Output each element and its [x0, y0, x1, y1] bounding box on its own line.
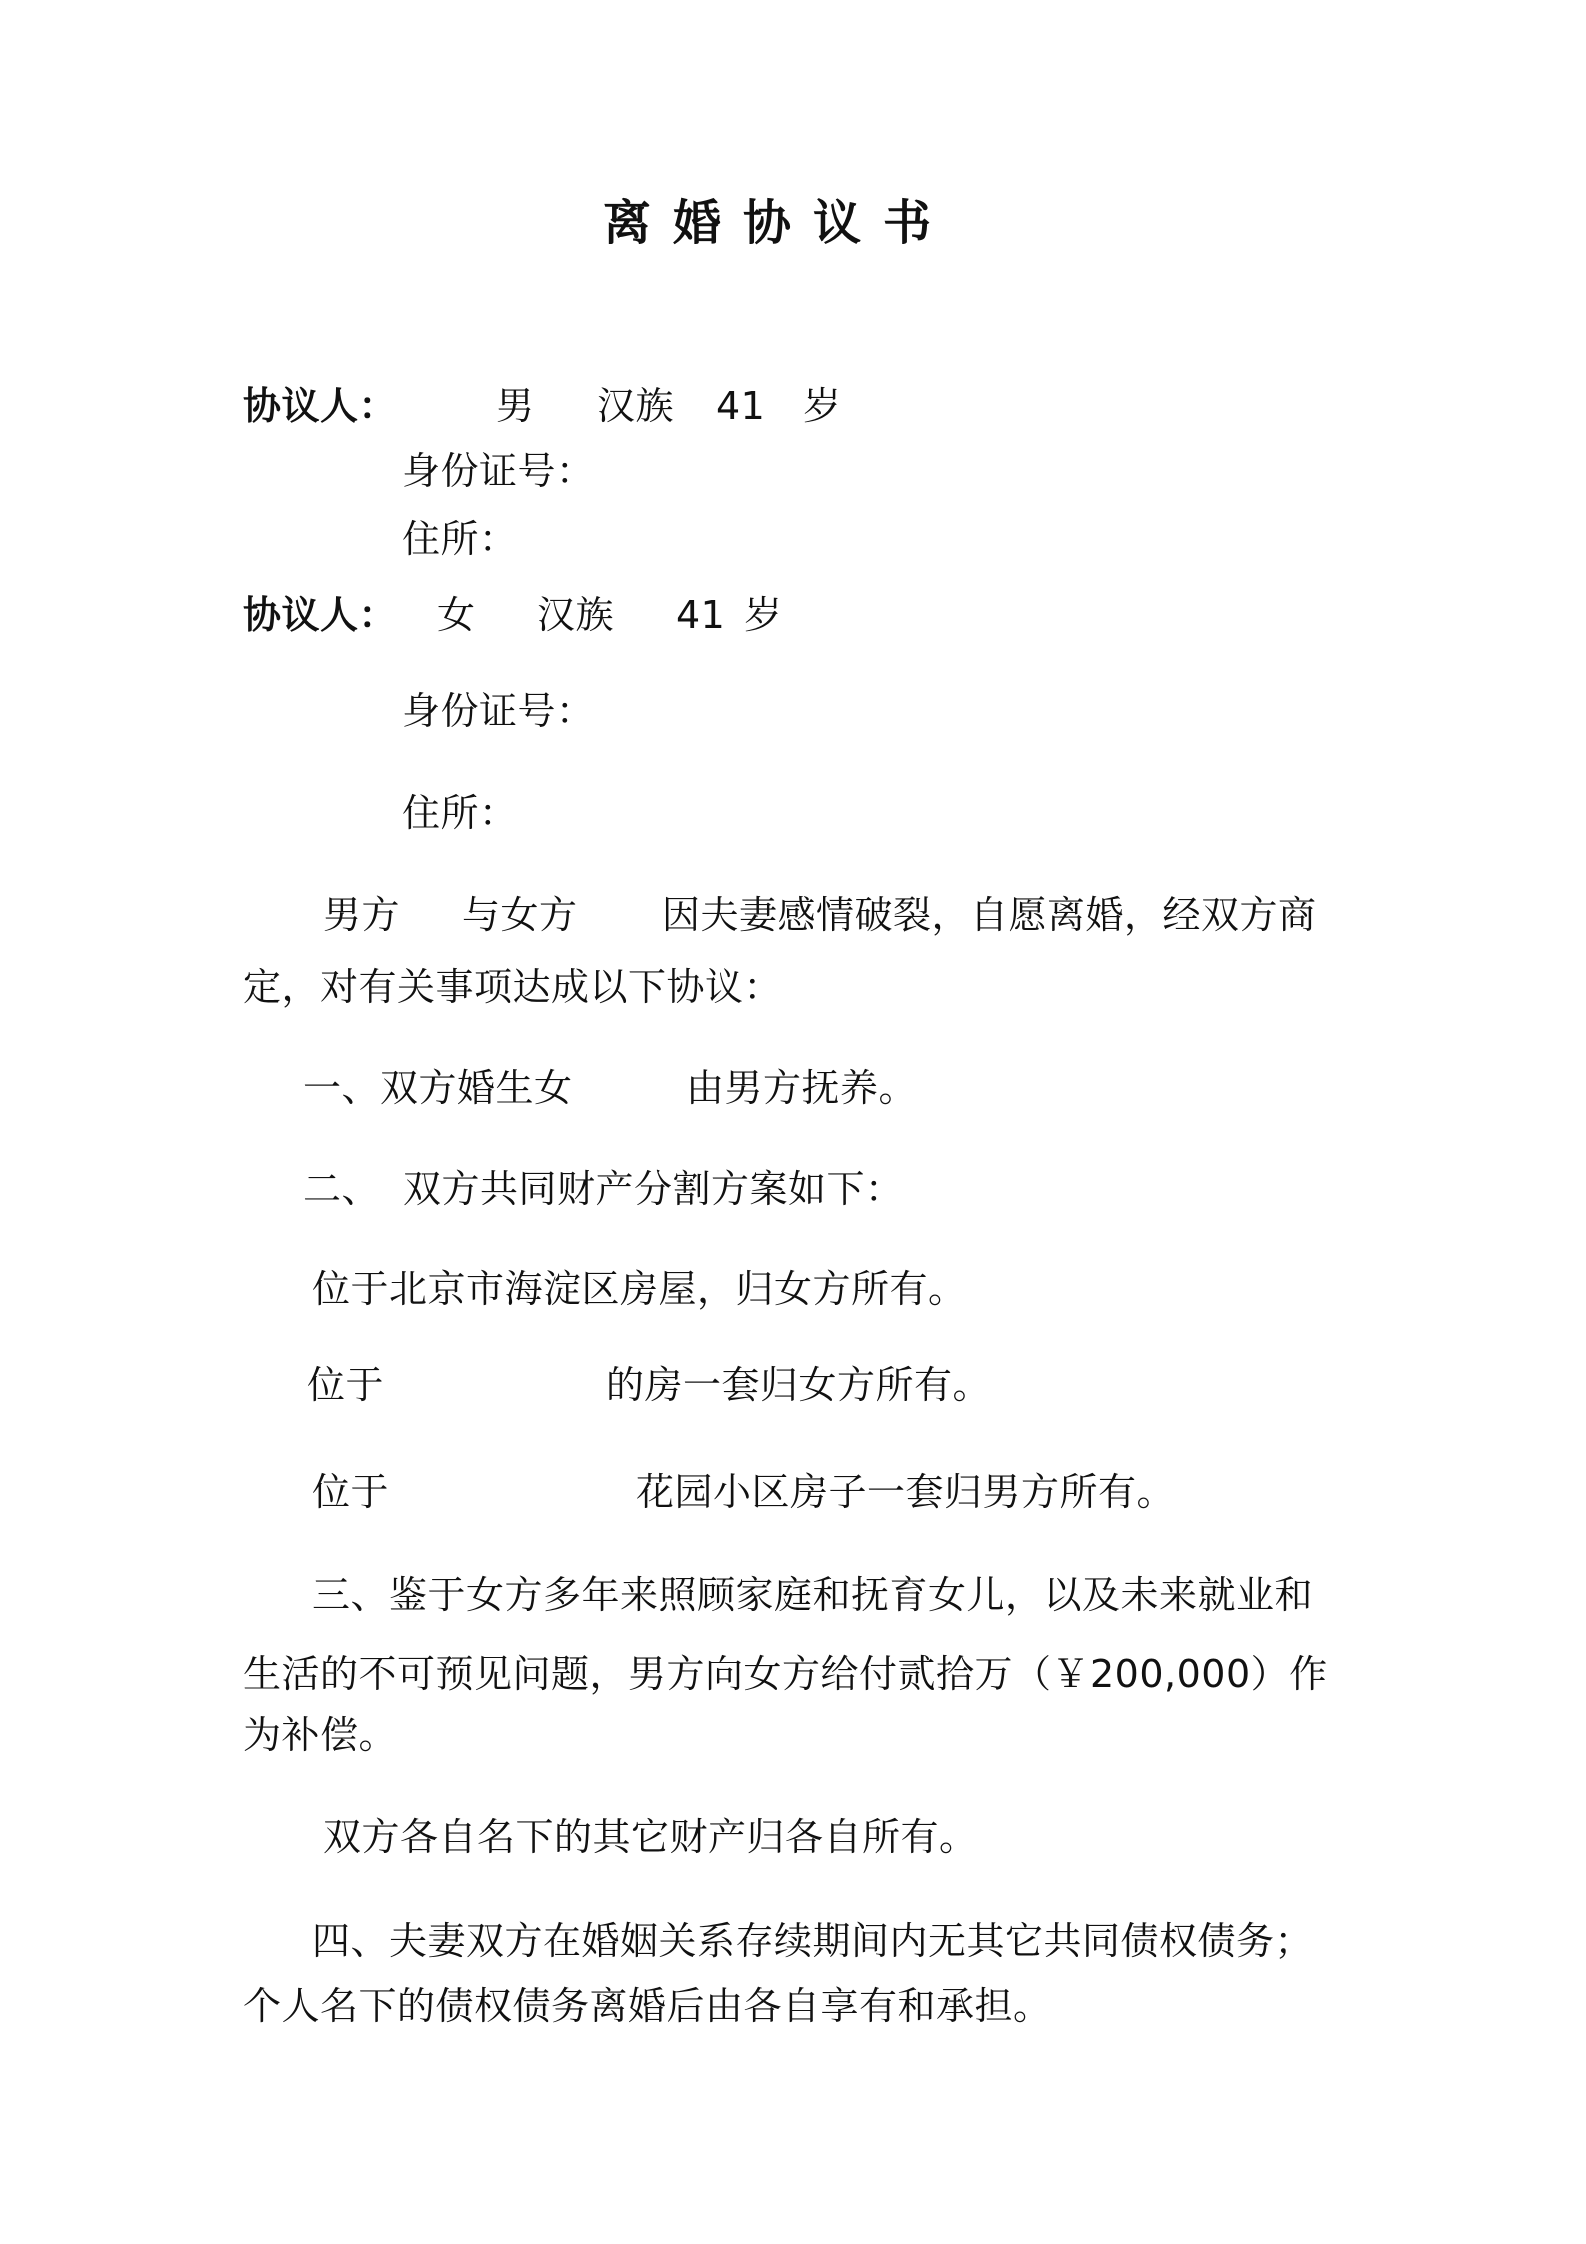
- intro-reason: 因夫妻感情破裂，自愿离婚，经双方商: [662, 893, 1317, 937]
- clause4-line2: 个人名下的债权债务离婚后由各自享有和承担。: [243, 1984, 1052, 2028]
- clause3-line1: 三、鉴于女方多年来照顾家庭和抚育女儿，以及未来就业和: [312, 1573, 1314, 1617]
- clause4-line1: 四、夫妻双方在婚姻关系存续期间内无其它共同债权债务；: [312, 1919, 1314, 1963]
- clause2-heading: 双方共同财产分割方案如下：: [403, 1167, 904, 1211]
- party2-gender: 女: [437, 593, 476, 637]
- intro-line2: 定，对有关事项达成以下协议：: [243, 965, 783, 1009]
- clause2-item1: 位于北京市海淀区房屋，归女方所有。: [312, 1267, 967, 1311]
- party1-age: 41: [716, 384, 766, 428]
- clause3-other-property: 双方各自名下的其它财产归各自所有。: [323, 1815, 978, 1859]
- party1-label: 协议人：: [243, 384, 398, 428]
- clause2-item3-suffix: 花园小区房子一套归男方所有。: [636, 1470, 1176, 1514]
- clause2-item3-prefix: 位于: [312, 1470, 390, 1514]
- party2-age-unit: 岁: [744, 593, 783, 637]
- clause3-line2: 生活的不可预见问题，男方向女方给付贰拾万（￥200,000）作: [243, 1652, 1328, 1696]
- clause2-item2-prefix: 位于: [307, 1363, 385, 1407]
- intro-male: 男方: [323, 893, 401, 937]
- party2-address-label: 住所：: [402, 791, 518, 835]
- party2-label: 协议人：: [243, 593, 398, 637]
- party1-address-label: 住所：: [402, 517, 518, 561]
- clause1-suffix: 由男方抚养。: [686, 1066, 918, 1110]
- party1-gender: 男: [496, 384, 535, 428]
- clause2-heading-num: 二、: [303, 1167, 381, 1211]
- party1-id-label: 身份证号：: [402, 449, 595, 493]
- party2-age: 41: [676, 593, 726, 637]
- party2-id-label: 身份证号：: [402, 689, 595, 733]
- intro-female: 与女方: [462, 893, 578, 937]
- party1-ethnicity: 汉族: [597, 384, 675, 428]
- clause3-line3: 为补偿。: [243, 1713, 398, 1757]
- document-title: 离婚协议书: [603, 195, 954, 251]
- party1-age-unit: 岁: [803, 384, 842, 428]
- clause2-item2-suffix: 的房一套归女方所有。: [606, 1363, 992, 1407]
- party2-ethnicity: 汉族: [537, 593, 615, 637]
- clause1-prefix: 一、双方婚生女: [303, 1066, 573, 1110]
